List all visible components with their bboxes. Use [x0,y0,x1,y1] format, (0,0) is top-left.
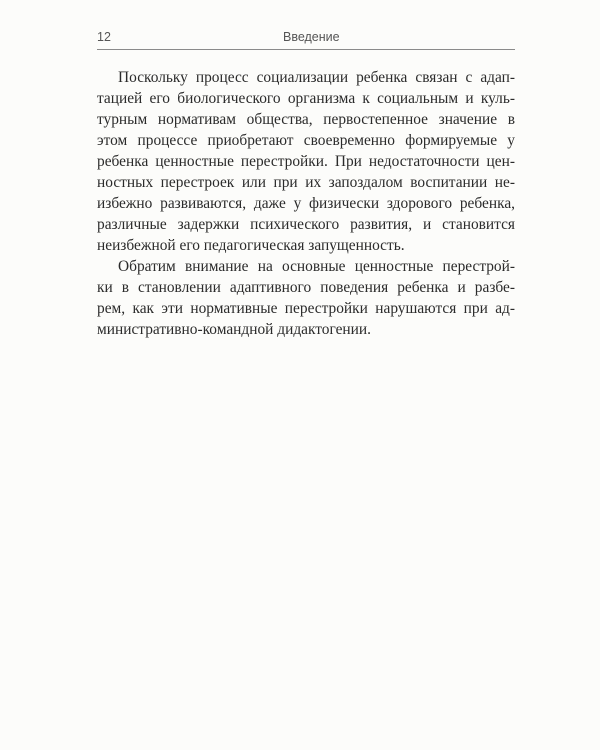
text-line: избежно развиваются, даже у физически здорового ребенка, [97,195,515,212]
text-line: ки в становлении адаптивного поведения ребенка и разбе- [97,279,515,296]
text-line: рем, как эти нормативные перестройки нарушаются при ад- [97,300,515,317]
text-line: министративно-командной дидактогении. [97,321,371,338]
text-line: Поскольку процесс социализации ребенка связан с адап- [118,69,515,86]
text-line: турным нормативам общества, первостепенное значение в [97,111,515,128]
section-title: Введение [283,30,340,44]
header-rule [97,49,515,50]
text-line: Обратим внимание на основные ценностные перестрой- [118,258,515,275]
paragraph [97,256,515,340]
text-line: различные задержки психического развития, и становится [97,216,515,233]
text-line: этом процессе приобретают своевременно формируемые у [97,132,515,149]
text-line: ребенка ценностные перестройки. При недостаточности цен- [97,153,515,170]
page-number: 12 [97,30,111,44]
text-line: тацией его биологического организма к социальным и куль- [97,90,515,107]
paragraph [97,67,515,256]
text-line: неизбежной его педагогическая запущенность. [97,237,405,254]
text-line: ностных перестроек или при их запоздалом воспитании не- [97,174,515,191]
body-text [97,67,515,340]
running-head [97,28,515,50]
